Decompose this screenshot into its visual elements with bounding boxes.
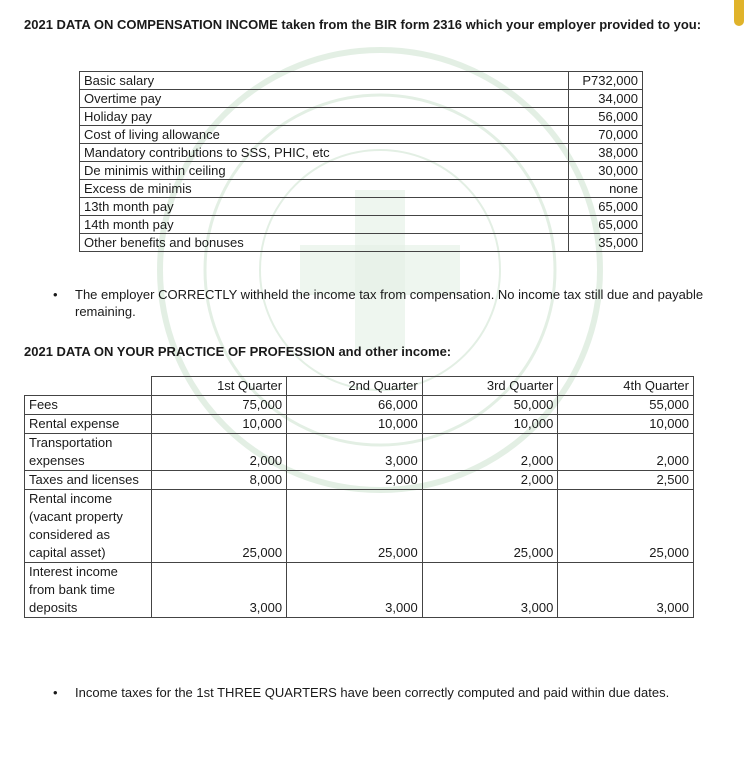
- quarter-value: 2,500: [558, 471, 694, 490]
- compensation-row: [80, 90, 643, 108]
- quarter-value: 25,000: [422, 490, 558, 563]
- compensation-amount: 65,000: [569, 198, 643, 216]
- compensation-row: [80, 108, 643, 126]
- quarter-value: 3,000: [287, 563, 423, 618]
- tax-note-text: Income taxes for the 1st THREE QUARTERS have been correctly computed and paid within due dates.: [75, 685, 670, 700]
- quarter-value: 25,000: [287, 490, 423, 563]
- compensation-item: Holiday pay: [80, 108, 569, 126]
- compensation-heading: 2021 DATA ON COMPENSATION INCOME taken from the BIR form 2316 which your employer provided to you:: [24, 17, 702, 32]
- quarter-value: 10,000: [422, 415, 558, 434]
- corner-cell: [25, 377, 152, 396]
- compensation-item: Cost of living allowance: [80, 126, 569, 144]
- profession-row: [25, 563, 694, 618]
- bullet-icon: •: [53, 287, 58, 302]
- compensation-item: Other benefits and bonuses: [80, 234, 569, 252]
- compensation-row: [80, 198, 643, 216]
- compensation-amount: 35,000: [569, 234, 643, 252]
- profession-item: Rental expense: [25, 415, 152, 434]
- compensation-row: [80, 180, 643, 198]
- compensation-row: [80, 126, 643, 144]
- compensation-table: [79, 71, 643, 252]
- profession-row: [25, 415, 694, 434]
- quarter-value: 3,000: [422, 563, 558, 618]
- compensation-row: [80, 162, 643, 180]
- profession-row: [25, 396, 694, 415]
- profession-row: [25, 490, 694, 563]
- compensation-row: [80, 234, 643, 252]
- quarter-value: 55,000: [558, 396, 694, 415]
- quarter-value: 10,000: [151, 415, 287, 434]
- bullet-icon: •: [53, 685, 58, 700]
- quarter-header: 1st Quarter: [151, 377, 287, 396]
- compensation-amount: P732,000: [569, 72, 643, 90]
- quarter-value: 3,000: [287, 434, 423, 471]
- quarter-value: 10,000: [287, 415, 423, 434]
- compensation-row: [80, 144, 643, 162]
- quarter-header: 4th Quarter: [558, 377, 694, 396]
- compensation-amount: 70,000: [569, 126, 643, 144]
- compensation-amount: 34,000: [569, 90, 643, 108]
- compensation-amount: none: [569, 180, 643, 198]
- profession-item: Rental income (vacant property considered as capital asset): [25, 490, 152, 563]
- compensation-item: Excess de minimis: [80, 180, 569, 198]
- quarter-value: 25,000: [558, 490, 694, 563]
- compensation-item: 14th month pay: [80, 216, 569, 234]
- quarter-value: 25,000: [151, 490, 287, 563]
- quarter-value: 75,000: [151, 396, 287, 415]
- quarter-value: 3,000: [558, 563, 694, 618]
- compensation-item: Basic salary: [80, 72, 569, 90]
- quarter-value: 66,000: [287, 396, 423, 415]
- quarter-header-row: [25, 377, 694, 396]
- compensation-amount: 30,000: [569, 162, 643, 180]
- profession-heading: 2021 DATA ON YOUR PRACTICE OF PROFESSION and other income:: [24, 344, 452, 359]
- quarter-value: 50,000: [422, 396, 558, 415]
- corner-accent: [734, 0, 744, 26]
- profession-item: Fees: [25, 396, 152, 415]
- compensation-amount: 56,000: [569, 108, 643, 126]
- quarter-header: 2nd Quarter: [287, 377, 423, 396]
- compensation-item: Mandatory contributions to SSS, PHIC, etc: [80, 144, 569, 162]
- quarter-header: 3rd Quarter: [422, 377, 558, 396]
- quarter-value: 2,000: [558, 434, 694, 471]
- quarter-value: 3,000: [151, 563, 287, 618]
- compensation-item: 13th month pay: [80, 198, 569, 216]
- quarter-value: 2,000: [151, 434, 287, 471]
- profession-row: [25, 471, 694, 490]
- compensation-item: Overtime pay: [80, 90, 569, 108]
- employer-note-text: The employer CORRECTLY withheld the income tax from compensation. No income tax still due and payable remaining.: [75, 287, 704, 319]
- compensation-amount: 38,000: [569, 144, 643, 162]
- compensation-item: De minimis within ceiling: [80, 162, 569, 180]
- compensation-row: [80, 72, 643, 90]
- quarter-value: 2,000: [422, 471, 558, 490]
- quarter-value: 2,000: [287, 471, 423, 490]
- quarter-value: 8,000: [151, 471, 287, 490]
- compensation-amount: 65,000: [569, 216, 643, 234]
- quarter-value: 2,000: [422, 434, 558, 471]
- profession-item: Taxes and licenses: [25, 471, 152, 490]
- profession-item: Transportation expenses: [25, 434, 152, 471]
- profession-item: Interest income from bank time deposits: [25, 563, 152, 618]
- compensation-row: [80, 216, 643, 234]
- profession-table: [24, 376, 694, 618]
- profession-row: [25, 434, 694, 471]
- quarter-value: 10,000: [558, 415, 694, 434]
